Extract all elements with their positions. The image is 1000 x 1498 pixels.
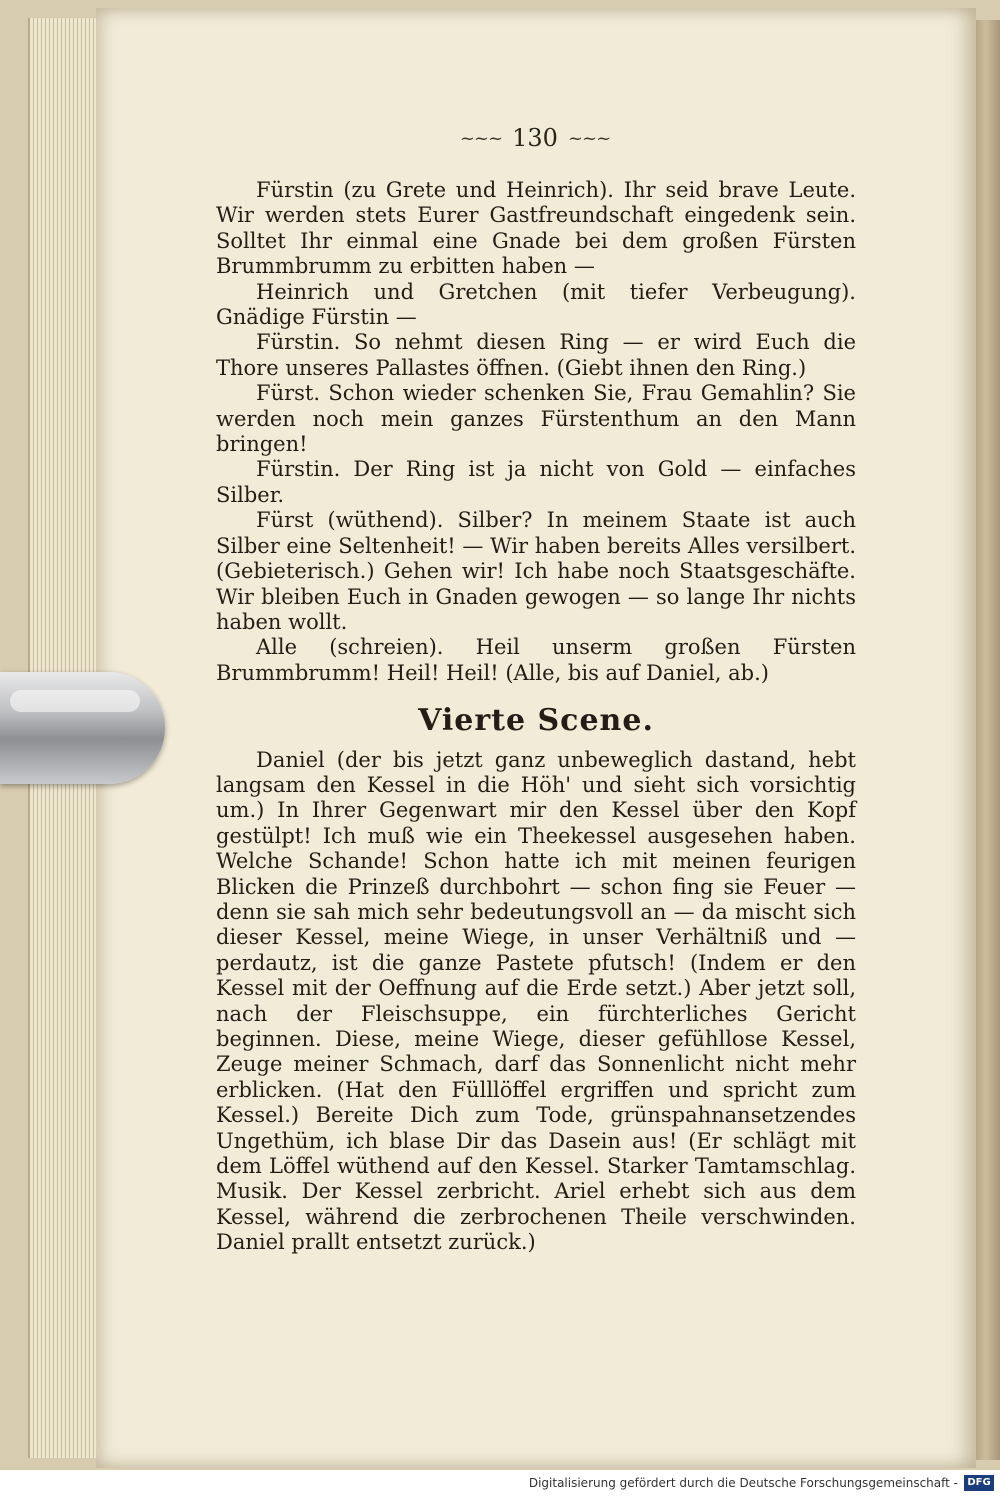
footer-credit: Digitalisierung gefördert durch die Deutsche Forschungsgemeinschaft - — [528, 1476, 958, 1490]
page-header — [440, 120, 630, 156]
page-number: 130 — [512, 124, 558, 152]
right-page-edge — [976, 20, 1000, 1460]
paragraph: Heinrich und Gretchen (mit tiefer Verbeugung). Gnädige Fürstin — — [216, 279, 856, 330]
metal-clip-highlight — [10, 690, 140, 712]
footer-bar — [0, 1470, 1000, 1498]
paragraph: Fürst. Schon wieder schenken Sie, Frau Gemahlin? Sie werden noch mein ganzes Fürstenthum an den Mann bringen! — [216, 381, 856, 457]
scene-heading: Vierte Scene. — [418, 703, 654, 739]
paragraph: Fürstin (zu Grete und Heinrich). Ihr seid brave Leute. Wir werden stets Eurer Gastfreundschaft eingedenk sein. Solltet Ihr einmal eine Gnade bei dem großen Fürsten Brummbrumm zu erbitten haben — — [216, 178, 856, 279]
dfg-logo: DFG — [964, 1475, 994, 1491]
paragraph: Alle (schreien). Heil unserm großen Fürsten Brummbrumm! Heil! Heil! (Alle, bis auf Daniel, ab.) — [216, 635, 856, 685]
ornament-right: ~~~ — [567, 127, 611, 149]
paragraph: Fürst (wüthend). Silber? In meinem Staate ist auch Silber eine Seltenheit! — Wir haben bereits Alles versilbert. (Gebieterisch.) Gehen wir! Ich habe noch Staatsgeschäfte. Wir bleiben Euch in Gnaden gewogen — so lange Ihr nichts haben wollt. — [216, 508, 856, 634]
paragraph: Fürstin. Der Ring ist ja nicht von Gold — einfaches Silber. — [216, 457, 856, 507]
page-text — [216, 178, 856, 1256]
paragraph: Fürstin. So nehmt diesen Ring — er wird Euch die Thore unseres Pallastes öffnen. (Giebt ihnen den Ring.) — [216, 330, 856, 380]
paragraph: Daniel (der bis jetzt ganz unbeweglich dastand, hebt langsam den Kessel in die Höh' und sieht sich vorsichtig um.) In Ihrer Gegenwart mir den Kessel über den Kopf gestülpt! Ich muß wie ein Theekessel ausgesehen haben. Welche Schande! Schon hatte ich mit meinen feurigen Blicken die Prinzeß durchbohrt — schon fing sie Feuer — denn sie sah mich sehr bedeutungsvoll an — da mischt sich dieser Kessel, meine Wiege, in unser Verhältniß und — perdautz, ist die ganze Pastete pfutsch! (Indem er den Kessel mit der Oeffnung auf die Erde setzt.) Aber jetzt soll, nach der Fleischsuppe, ein fürchterliches Gericht beginnen. Diese, meine Wiege, dieser gefühllose Kessel, Zeuge meiner Schmach, darf das Sonnenlicht nicht mehr erblicken. (Hat den Fülllöffel ergriffen und spricht zum Kessel.) Bereite Dich zum Tode, grünspahnansetzendes Ungethüm, ich blase Dir das Dasein aus! (Er schlägt mit dem Löffel wüthend auf den Kessel. Starker Tamtamschlag. Musik. Der Kessel zerbricht. Ariel erhebt sich aus dem Kessel, während die zerbrochenen Theile verschwinden. Daniel prallt entsetzt zurück.) — [216, 747, 856, 1255]
ornament-left: ~~~ — [459, 127, 503, 149]
metal-clip — [0, 672, 165, 784]
